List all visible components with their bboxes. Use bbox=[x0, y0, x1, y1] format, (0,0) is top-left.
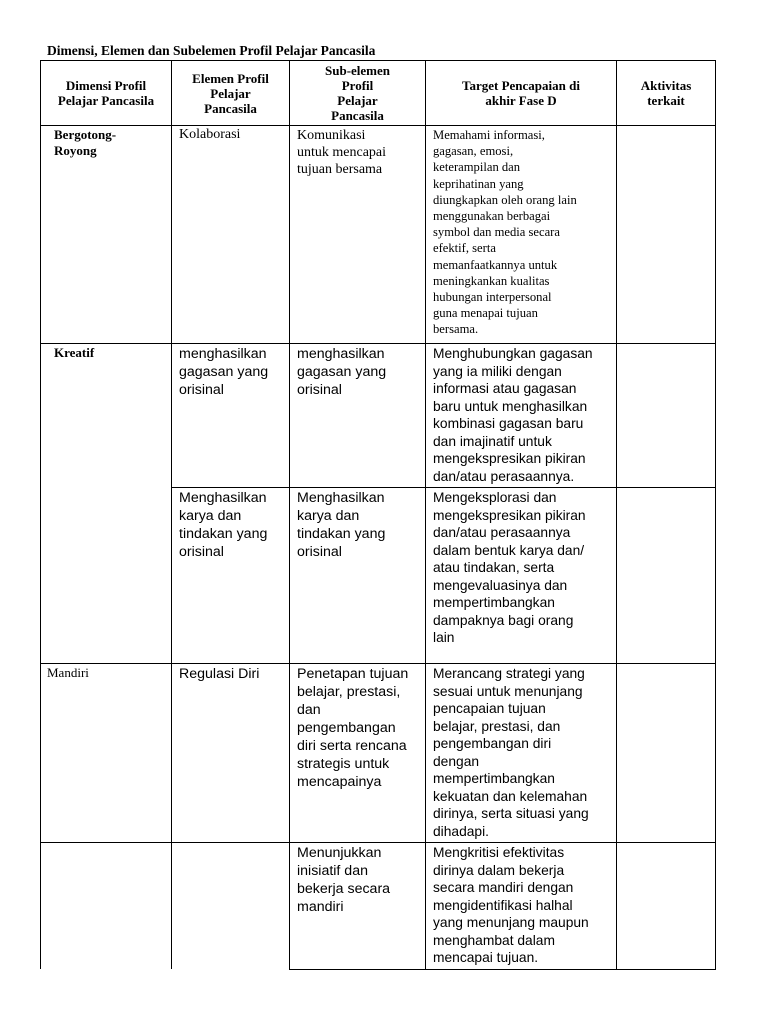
cell-elemen: Kolaborasi bbox=[172, 126, 290, 344]
table-row bbox=[41, 488, 716, 664]
table-row bbox=[41, 126, 716, 344]
cell-target: Mengeksplorasi dan mengekspresikan pikiran dan/atau perasaannya dalam bentuk karya dan/ atau tindakan, serta mengevaluasinya dan mempertimbangkan dampaknya bagi orang lain bbox=[426, 488, 617, 664]
table-row bbox=[41, 344, 716, 488]
cell-dimensi bbox=[41, 488, 172, 664]
table-row bbox=[41, 664, 716, 843]
cell-elemen: Regulasi Diri bbox=[172, 664, 290, 843]
cell-target: Mengkritisi efektivitas dirinya dalam bekerja secara mandiri dengan mengidentifikasi halhal yang menunjang maupun menghambat dalam mencapai tujuan. bbox=[426, 843, 617, 970]
cell-subelemen: Menghasilkan karya dan tindakan yang orisinal bbox=[290, 488, 426, 664]
cell-subelemen: Komunikasi untuk mencapai tujuan bersama bbox=[290, 126, 426, 344]
header-elemen: Elemen Profil Pelajar Pancasila bbox=[172, 61, 290, 126]
cell-subelemen: menghasilkan gagasan yang orisinal bbox=[290, 344, 426, 488]
cell-elemen: Menghasilkan karya dan tindakan yang orisinal bbox=[172, 488, 290, 664]
header-aktivitas: Aktivitas terkait bbox=[617, 61, 716, 126]
profile-table bbox=[40, 60, 716, 970]
document-title: Dimensi, Elemen dan Subelemen Profil Pelajar Pancasila bbox=[47, 43, 376, 58]
cell-dimensi: Mandiri bbox=[41, 664, 172, 843]
cell-target: Merancang strategi yang sesuai untuk menunjang pencapaian tujuan belajar, prestasi, dan pengembangan diri dengan mempertimbangkan kekuatan dan kelemahan dirinya, serta situasi yang dihadapi. bbox=[426, 664, 617, 843]
header-target: Target Pencapaian di akhir Fase D bbox=[426, 61, 617, 126]
cell-subelemen: Penetapan tujuan belajar, prestasi, dan pengembangan diri serta rencana strategis untuk mencapainya bbox=[290, 664, 426, 843]
cell-aktivitas bbox=[617, 488, 716, 664]
cell-dimensi: Bergotong- Royong bbox=[41, 126, 172, 344]
cell-aktivitas bbox=[617, 843, 716, 970]
cell-aktivitas bbox=[617, 126, 716, 344]
cell-target: Menghubungkan gagasan yang ia miliki dengan informasi atau gagasan baru untuk menghasilkan kombinasi gagasan baru dan imajinatif untuk mengekspresikan pikiran dan/atau perasaannya. bbox=[426, 344, 617, 488]
cell-subelemen: Menunjukkan inisiatif dan bekerja secara mandiri bbox=[290, 843, 426, 970]
cell-dimensi: Kreatif bbox=[41, 344, 172, 488]
header-subelemen: Sub-elemen Profil Pelajar Pancasila bbox=[290, 61, 426, 126]
cell-aktivitas bbox=[617, 664, 716, 843]
cell-elemen: menghasilkan gagasan yang orisinal bbox=[172, 344, 290, 488]
cell-target: Memahami informasi, gagasan, emosi, keterampilan dan keprihatinan yang diungkapkan oleh orang lain menggunakan berbagai symbol dan media secara efektif, serta memanfaatkannya untuk meningkankan kualitas hubungan interpersonal guna menapai tujuan bersama. bbox=[426, 126, 617, 344]
table-row bbox=[41, 843, 716, 970]
cell-aktivitas bbox=[617, 344, 716, 488]
header-dimensi: Dimensi Profil Pelajar Pancasila bbox=[41, 61, 172, 126]
table-header-row bbox=[41, 61, 716, 126]
cell-dimensi bbox=[41, 843, 172, 970]
cell-elemen bbox=[172, 843, 290, 970]
